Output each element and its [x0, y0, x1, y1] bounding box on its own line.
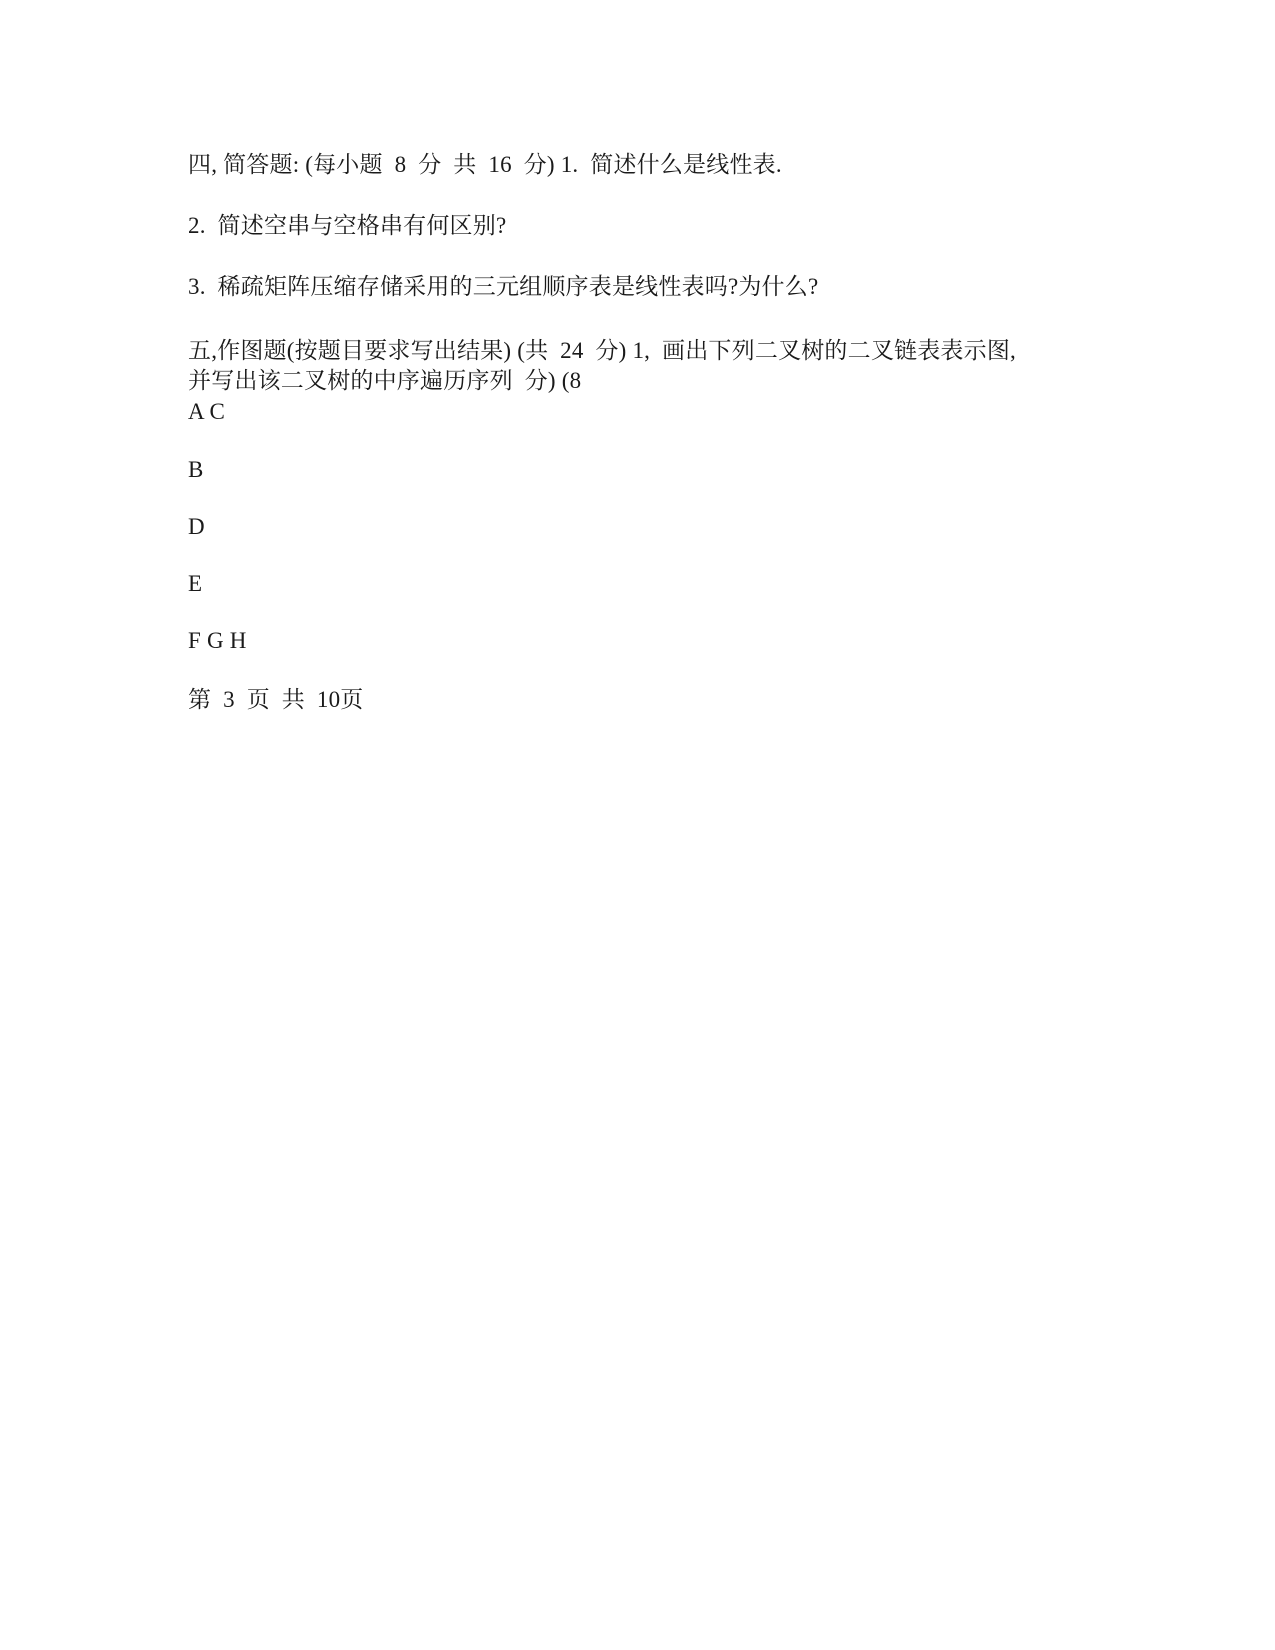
page-footer: 第 3 页 共 10页 [188, 687, 364, 712]
question-2-text: 2. 简述空串与空格串有何区别? [188, 213, 507, 238]
tree-node-line: B [188, 457, 204, 482]
section-four-heading: 四, 简答题: (每小题 8 分 共 16 分) 1. 简述什么是线性表. [188, 152, 782, 177]
tree-node-line: E [188, 571, 203, 596]
section-five-continuation: 并写出该二叉树的中序遍历序列 分) (8 [188, 368, 582, 393]
tree-node-line: A C [188, 399, 226, 424]
tree-node-line: D [188, 514, 205, 539]
question-3-text: 3. 稀疏矩阵压缩存储采用的三元组顺序表是线性表吗?为什么? [188, 274, 819, 299]
section-five-heading: 五,作图题(按题目要求写出结果) (共 24 分) 1, 画出下列二叉树的二叉链表表示图, [188, 338, 1016, 363]
tree-node-line: F G H [188, 628, 247, 653]
